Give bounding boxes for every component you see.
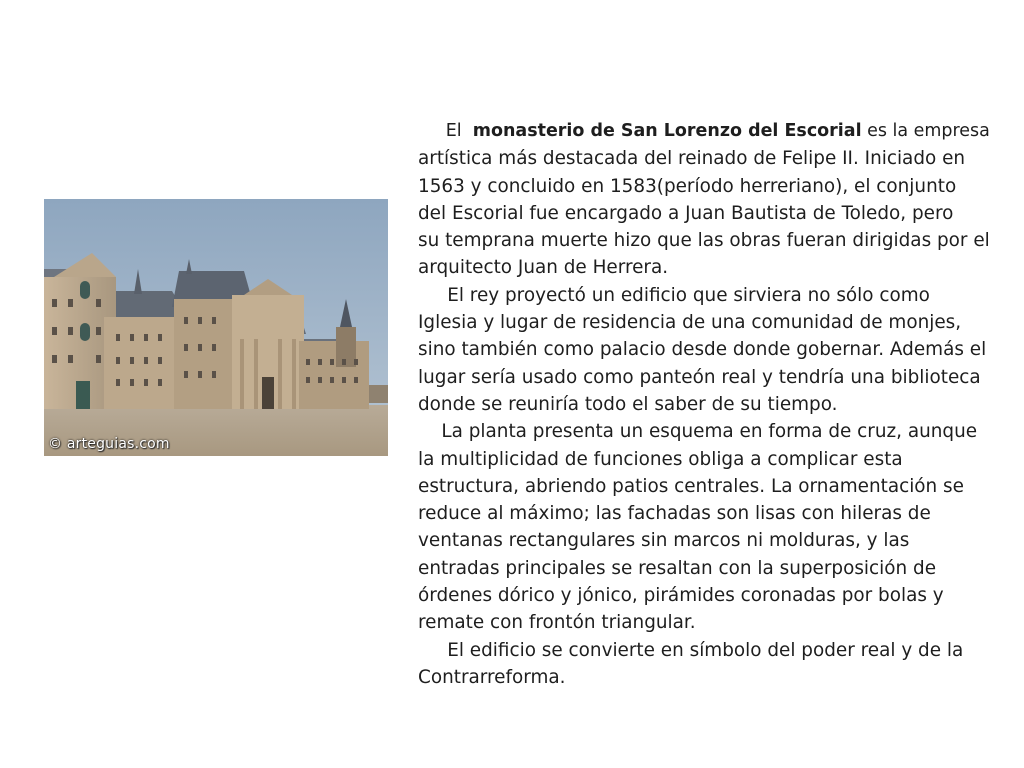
body-text xyxy=(418,118,990,691)
paragraph-line xyxy=(418,118,990,145)
paragraph-line: ventanas rectangulares sin marcos ni molduras, y las xyxy=(418,530,910,552)
paragraph-line: su temprana muerte hizo que las obras fueran dirigidas por el xyxy=(418,230,990,252)
monastery-illustration xyxy=(44,199,388,456)
paragraph-line: Iglesia y lugar de residencia de una comunidad de monjes, xyxy=(418,312,962,334)
paragraph-line: 1563 y concluido en 1583(período herreriano), el conjunto xyxy=(418,175,957,197)
paragraph-line: del Escorial fue encargado a Juan Bautista de Toledo, pero xyxy=(418,202,954,224)
paragraph-line: sino también como palacio desde donde gobernar. Además el xyxy=(418,339,987,361)
paragraph-line: remate con frontón triangular. xyxy=(418,612,696,634)
paragraph-line: reduce al máximo; las fachadas son lisas con hileras de xyxy=(418,503,931,525)
paragraph-line: lugar sería usado como panteón real y tendría una biblioteca xyxy=(418,366,981,388)
lead-indent: El xyxy=(418,121,473,141)
paragraph-text: es la empresa xyxy=(861,121,990,141)
paragraph-4 xyxy=(418,637,990,692)
paragraph-line: Contrarreforma. xyxy=(418,666,566,688)
paragraph-line: artística más destacada del reinado de Felipe II. Iniciado en xyxy=(418,148,966,170)
paragraph-line: entradas principales se resaltan con la superposición de xyxy=(418,557,937,579)
monastery-name: monasterio de San Lorenzo del Escorial xyxy=(472,121,862,141)
paragraph-line: la multiplicidad de funciones obliga a complicar esta xyxy=(418,448,903,470)
paragraph-line: El rey proyectó un edificio que sirviera no sólo como xyxy=(418,284,930,306)
paragraph-line: donde se reuniría todo el saber de su tiempo. xyxy=(418,393,838,415)
paragraph-line: La planta presenta un esquema en forma de cruz, aunque xyxy=(418,421,978,443)
paragraph-3 xyxy=(418,418,990,636)
paragraph-1 xyxy=(418,118,990,282)
paragraph-line: arquitecto Juan de Herrera. xyxy=(418,257,669,279)
paragraph-line: El edificio se convierte en símbolo del poder real y de la xyxy=(418,639,964,661)
paragraph-line: órdenes dórico y jónico, pirámides coronadas por bolas y xyxy=(418,585,944,607)
monastery-photo xyxy=(44,199,388,456)
paragraph-line: estructura, abriendo patios centrales. La ornamentación se xyxy=(418,475,964,497)
image-watermark: © arteguias.com xyxy=(48,436,170,452)
paragraph-2 xyxy=(418,282,990,418)
